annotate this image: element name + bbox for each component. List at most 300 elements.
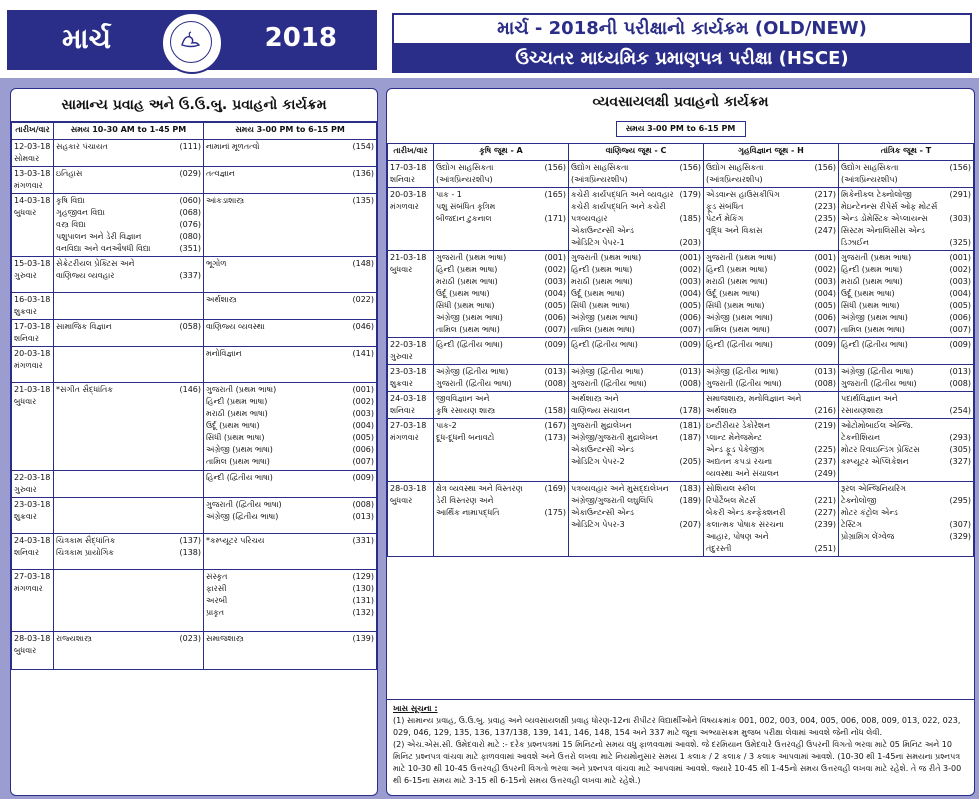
subject-name: ગુજરાતી (પ્રથમ ભાષા) <box>571 253 642 262</box>
table-row <box>12 534 377 570</box>
subject-line <box>206 571 374 583</box>
exam-date: 27-03-18 <box>14 572 51 581</box>
subject-name: કચેરી કાર્યપદ્ધતિ અને કચેરી <box>571 202 666 211</box>
subject-line <box>571 495 701 507</box>
subject-name: અંગ્રેજી (પ્રથમ ભાષા) <box>706 313 773 322</box>
subject-name: વાણિજ્ય સંચાલન <box>571 406 630 415</box>
subject-name: એકાઉન્ટન્સી એન્ડ <box>571 226 634 235</box>
morning-cell <box>54 194 204 257</box>
subject-line <box>571 366 701 378</box>
table-row <box>12 257 377 293</box>
subject-name: હિન્દી (દ્વિતીય ભાષા) <box>706 340 773 349</box>
subject-code: (221) <box>814 496 836 505</box>
subject-code: (171) <box>544 214 566 223</box>
col-group-t-header: તાંત્રિક જૂથ - T <box>839 144 974 161</box>
subject-code: (293) <box>949 433 971 442</box>
subject-code: (138) <box>179 548 201 557</box>
subject-name: ફારસી <box>206 584 227 593</box>
date-cell <box>12 498 54 534</box>
page-header <box>0 0 979 78</box>
evening-cell <box>204 498 377 534</box>
morning-cell <box>54 293 204 320</box>
subject-code: (130) <box>352 584 374 593</box>
evening-cell <box>204 347 377 383</box>
subject-name: સિંધી (પ્રથમ ભાષા) <box>436 301 495 310</box>
subject-code: (148) <box>352 259 374 268</box>
subject-name: અંગ્રેજી (દ્વિતીય ભાષા) <box>571 367 644 376</box>
subject-line <box>206 195 374 207</box>
content-frame <box>0 78 979 799</box>
subject-line <box>571 237 701 249</box>
morning-cell <box>54 383 204 471</box>
date-cell <box>388 338 434 365</box>
subject-line <box>571 312 701 324</box>
subject-name: મરાઠી (પ્રથમ ભાષા) <box>436 277 498 286</box>
subject-line <box>706 456 836 468</box>
subject-name: ગુજરાતી (પ્રથમ ભાષા) <box>206 385 277 394</box>
subject-line <box>841 189 971 201</box>
subject-line <box>841 378 971 390</box>
subject-name: હિન્દી (દ્વિતીય ભાષા) <box>841 340 908 349</box>
subject-line <box>706 444 836 456</box>
subject-name: મેઇન્ટેનન્સ રીપેર્સ ઓફ મોટર્સ <box>841 202 938 211</box>
subject-name: દૂધ-દૂધની બનાવટો <box>436 433 495 442</box>
subject-code: (205) <box>679 457 701 466</box>
exam-date: 22-03-18 <box>14 473 51 482</box>
subject-line <box>56 633 201 645</box>
title-box <box>392 13 972 71</box>
subject-name: સોશિયલ સ્કીલ <box>706 484 756 493</box>
subject-name: પદાર્થવિજ્ઞાન અને <box>841 394 898 403</box>
subject-name: તામિલ (પ્રથમ ભાષા) <box>706 325 770 334</box>
subject-code: (003) <box>544 277 566 286</box>
date-cell <box>12 257 54 293</box>
date-cell <box>12 194 54 257</box>
subject-name: તામિલ (પ્રથમ ભાષા) <box>436 325 500 334</box>
subject-code: (181) <box>679 421 701 430</box>
subject-line <box>436 420 566 432</box>
note-2: (2) એચ.એસ.સી. ઉમેદવારો માટે :- દરેક પ્રશ્નપત્રમાં 15 મિનિટનો સમય વધુ ફાળવવામાં આવશે. જે દરમિયાન ઉમેદવારે ઉત્તરવહી ઉપરની વિગતો ભરવા માટે 05 મિનિટ અને 10 મિનિટ પ્રશ્નપત્ર વાંચવા માટે ફાળવવામાં આવશે અને ઉત્તરો લખવા માટે નિયમોનુસાર સમય 1 કલાક / 2 કલાક / 3 કલાક આપવામાં આવશે. (10-30 થી 1-45ના સમયના પ્રશ્નપત્ર માટે 10-30 થી 10-45 ઉત્તરવહી ઉપરની વિગતો ભરવા અને પ્રશ્નપત્ર વાંચવા માટે આપવામાં આવશે. જ્યારે 10-45 થી 1-45નો સમય ઉત્તરવહી લખવા માટે રહેશે. તે જ રીતે 3-00 થી 6-15ના સમય માટે 3-15 થી 6-15નો સમય ઉત્તરવહી લખવા માટે રહેશે.) <box>393 740 962 785</box>
subject-line <box>206 499 374 511</box>
subject-name: અરબી <box>206 596 228 605</box>
table-row <box>388 188 974 251</box>
subject-code: (001) <box>352 385 374 394</box>
subject-line <box>206 535 374 547</box>
subject-name: સમાજશાસ્ત્ર, મનોવિજ્ઞાન અને <box>706 394 802 403</box>
col-date-header: તારીખ/વાર <box>388 144 434 161</box>
subject-name: વસ્ત્ર વિદ્યા <box>56 220 86 229</box>
exam-date: 14-03-18 <box>14 196 51 205</box>
table-row <box>12 320 377 347</box>
subject-line <box>571 519 701 531</box>
subject-code: (167) <box>544 421 566 430</box>
subject-line <box>206 511 374 523</box>
subject-name: ઓટોમોબાઈલ એન્જિ. <box>841 421 913 430</box>
table-row <box>388 419 974 482</box>
subject-name: મોટર રિવાઇન્ડિંગ પ્રેક્ટિસ <box>841 445 920 454</box>
subject-code: (002) <box>544 265 566 274</box>
subject-line <box>706 507 836 519</box>
vocational-stream-table <box>387 143 974 557</box>
subject-line <box>436 339 566 351</box>
group-cell <box>569 392 704 419</box>
subject-name: ઇતિહાસ <box>56 169 83 178</box>
group-cell <box>704 251 839 338</box>
subject-code: (003) <box>352 409 374 418</box>
subject-name: ઓડિટિંગ પેપર-2 <box>571 457 625 466</box>
exam-date: 24-03-18 <box>14 536 51 545</box>
vocational-stream-panel <box>386 88 975 796</box>
subject-name: ડેરી વિસ્તરણ અને <box>436 496 494 505</box>
subject-name: ગુજરાતી (દ્વિતીય ભાષા) <box>436 379 512 388</box>
subject-line <box>56 384 201 396</box>
subject-name: પત્રવ્યવહાર <box>571 214 608 223</box>
exam-day: મંગળવાર <box>14 181 43 190</box>
subject-code: (006) <box>814 313 836 322</box>
subject-line <box>206 444 374 456</box>
subject-name: હિન્દી (દ્વિતીય ભાષા) <box>436 340 503 349</box>
subject-name: તામિલ (પ્રથમ ભાષા) <box>571 325 635 334</box>
subject-code: (003) <box>679 277 701 286</box>
subject-line <box>841 456 971 468</box>
subject-line <box>436 378 566 390</box>
exam-day: સોમવાર <box>14 154 40 163</box>
subject-name: ગુજરાતી મુદ્રાલેખન <box>571 421 632 430</box>
subject-name: ફૂડ સંબંધિત <box>706 202 744 211</box>
subject-line <box>706 393 836 405</box>
subject-line <box>56 243 201 255</box>
group-cell <box>569 161 704 188</box>
subject-line <box>206 472 374 484</box>
subject-line <box>56 168 201 180</box>
subject-line <box>841 495 971 507</box>
subject-code: (008) <box>544 379 566 388</box>
subject-name: ગુજરાતી (દ્વિતીય ભાષા) <box>706 379 782 388</box>
evening-cell <box>204 383 377 471</box>
subject-name: વ્યવસ્થા અને સંચાલન <box>706 469 779 478</box>
subject-line <box>841 324 971 336</box>
exam-date: 20-03-18 <box>14 349 51 358</box>
subject-code: (136) <box>352 169 374 178</box>
subject-code: (251) <box>814 544 836 553</box>
subject-line <box>841 276 971 288</box>
date-cell <box>12 632 54 670</box>
exam-date: 13-03-18 <box>14 169 51 178</box>
morning-cell <box>54 320 204 347</box>
subject-code: (207) <box>679 520 701 529</box>
subject-line <box>436 252 566 264</box>
subject-line <box>841 405 971 417</box>
group-cell <box>569 188 704 251</box>
subject-name: ગુજરાતી (પ્રથમ ભાષા) <box>436 253 507 262</box>
morning-cell <box>54 347 204 383</box>
subject-code: (185) <box>679 214 701 223</box>
exam-date: 17-03-18 <box>390 163 427 172</box>
note-1: (1) સામાન્ય પ્રવાહ, ઉ.ઉ.બુ. પ્રવાહ અને વ્યવસાયલક્ષી પ્રવાહ ધોરણ-12ના રીપીટર વિદ્યાર્થીઓને વિષયક્રમાંક 001, 002, 003, 004, 005, 006, 008, 009, 013, 022, 023, 029, 046, 129, 135, 136, 137/138, 139, 141, 146, 148, 154 અને 337 માટે જૂના અભ્યાસક્રમ મુજબ પરીક્ષા લેવામાં આવશે જેની નોંધ લેવી. <box>393 716 961 737</box>
subject-line <box>436 324 566 336</box>
subject-name: વૃદ્ધિ અને વિકાસ <box>706 226 763 235</box>
month-banner <box>7 10 377 70</box>
subject-name: સંસ્કૃત <box>206 572 228 581</box>
subject-code: (001) <box>679 253 701 262</box>
subject-line <box>206 432 374 444</box>
subject-code: (189) <box>679 496 701 505</box>
subject-line <box>841 507 971 519</box>
subject-code: (003) <box>814 277 836 286</box>
subject-line <box>571 444 701 456</box>
subject-code: (165) <box>544 190 566 199</box>
table-row <box>12 347 377 383</box>
subject-code: (013) <box>814 367 836 376</box>
exam-day: શુક્રવાર <box>14 307 37 316</box>
exam-title: ઉચ્ચતર માધ્યમિક પ્રમાણપત્ર પરીક્ષા (HSCE) <box>392 45 972 73</box>
subject-line <box>706 264 836 276</box>
subject-line <box>841 444 971 456</box>
subject-name: પશુ સંબંધિત કૃત્રિમ <box>436 202 496 211</box>
table-row <box>388 392 974 419</box>
subject-line <box>841 393 971 405</box>
exam-day: મંગળવાર <box>390 202 419 211</box>
subject-code: (216) <box>814 406 836 415</box>
exam-day: શુક્રવાર <box>14 512 37 521</box>
subject-line <box>436 162 566 174</box>
subject-line <box>841 339 971 351</box>
subject-name: ઉદ્યોગ સાહસિકતા <box>436 163 494 172</box>
subject-name: ઉર્દૂ (પ્રથમ ભાષા) <box>706 289 760 298</box>
subject-name: *સંગીત સૈદ્ધાંતિક <box>56 385 113 394</box>
subject-line <box>571 162 701 174</box>
group-cell <box>839 482 974 557</box>
subject-line <box>436 201 566 213</box>
morning-cell <box>54 534 204 570</box>
subject-code: (009) <box>352 473 374 482</box>
group-cell <box>839 392 974 419</box>
subject-code: (219) <box>814 421 836 430</box>
group-cell <box>839 251 974 338</box>
subject-line <box>706 405 836 417</box>
subject-code: (156) <box>544 163 566 172</box>
subject-line <box>706 252 836 264</box>
subject-line <box>706 339 836 351</box>
subject-code: (249) <box>814 469 836 478</box>
exam-date: 20-03-18 <box>390 190 427 199</box>
subject-code: (068) <box>179 208 201 217</box>
col-morning-header: સમય 10-30 AM to 1-45 PM <box>54 123 204 140</box>
subject-line <box>206 420 374 432</box>
subject-line <box>706 276 836 288</box>
exam-day: ગુરુવાર <box>14 485 37 494</box>
subject-name: ઉર્દૂ (પ્રથમ ભાષા) <box>841 289 895 298</box>
subject-name: કૃષિ રસાયણ શાસ્ત્ર <box>436 406 496 415</box>
subject-line <box>841 366 971 378</box>
group-cell <box>434 365 569 392</box>
subject-code: (029) <box>179 169 201 178</box>
subject-name: *કમ્પ્યૂટર પરિચય <box>206 536 265 545</box>
subject-name: સિંધી (પ્રથમ ભાષા) <box>841 301 900 310</box>
table-row <box>12 194 377 257</box>
subject-code: (009) <box>679 340 701 349</box>
subject-name: ગુજરાતી (દ્વિતીય ભાષા) <box>206 500 282 509</box>
subject-name: મરાઠી (પ્રથમ ભાષા) <box>706 277 768 286</box>
subject-name: પ્લાન્ટ મેનેજમેન્ટ <box>706 433 763 442</box>
subject-name: સેક્રેટરીયલ પ્રેક્ટિસ અને <box>56 259 135 268</box>
subject-name: ગૃહજીવન વિદ્યા <box>56 208 105 217</box>
subject-line <box>706 366 836 378</box>
evening-cell <box>204 320 377 347</box>
subject-line <box>436 213 566 225</box>
exam-date: 12-03-18 <box>14 142 51 151</box>
exam-day: મંગળવાર <box>14 361 43 370</box>
subject-name: પ્રોગ્રામિંગ લેંગ્વેજ <box>841 532 895 541</box>
subject-code: (008) <box>814 379 836 388</box>
date-cell <box>388 188 434 251</box>
exam-date: 16-03-18 <box>14 295 51 304</box>
date-cell <box>12 140 54 167</box>
subject-line <box>841 300 971 312</box>
subject-code: (008) <box>679 379 701 388</box>
date-cell <box>12 534 54 570</box>
subject-name: એકાઉન્ટન્સી એન્ડ <box>571 508 634 517</box>
subject-code: (154) <box>352 142 374 151</box>
subject-code: (058) <box>179 322 201 331</box>
evening-cell <box>204 632 377 670</box>
subject-line <box>571 405 701 417</box>
board-seal-logo <box>161 12 223 74</box>
subject-code: (013) <box>544 367 566 376</box>
subject-line <box>706 225 836 237</box>
group-cell <box>839 365 974 392</box>
subject-name: ગુજરાતી (દ્વિતીય ભાષા) <box>841 379 917 388</box>
exam-day: મંગળવાર <box>14 584 43 593</box>
special-notes <box>387 699 974 795</box>
subject-code: (013) <box>679 367 701 376</box>
group-cell <box>569 251 704 338</box>
subject-code: (139) <box>352 634 374 643</box>
date-cell <box>388 161 434 188</box>
subject-line <box>56 535 201 547</box>
subject-line <box>571 420 701 432</box>
subject-name: અર્થશાસ્ત્ર <box>706 406 737 415</box>
subject-name: અંગ્રેજી (પ્રથમ ભાષા) <box>841 313 908 322</box>
subject-name: ચિત્રકામ પ્રાયોગિક <box>56 548 114 557</box>
subject-line <box>436 189 566 201</box>
subject-line <box>571 378 701 390</box>
subject-name: અદ્યતન કપડાં રચના <box>706 457 773 466</box>
subject-code: (111) <box>179 142 201 151</box>
subject-name: (આંત્રપ્રિન્યરશીપ) <box>436 175 493 184</box>
subject-code: (007) <box>352 457 374 466</box>
col-group-c-header: વાણિજ્ય જૂથ - C <box>569 144 704 161</box>
exam-date: 15-03-18 <box>14 259 51 268</box>
subject-name: ઉર્દૂ (પ્રથમ ભાષા) <box>571 289 625 298</box>
subject-name: એન્ડ ડોમેસ્ટિક એપ્લાયન્સ <box>841 214 928 223</box>
subject-name: મરાઠી (પ્રથમ ભાષા) <box>571 277 633 286</box>
subject-name: ટેસ્ટિંગ <box>841 520 862 529</box>
subject-name: સિસ્ટમ એનાલિસીસ એન્ડ <box>841 226 925 235</box>
subject-name: ગુજરાતી (પ્રથમ ભાષા) <box>841 253 912 262</box>
subject-line <box>841 225 971 237</box>
subject-code: (156) <box>814 163 836 172</box>
subject-code: (169) <box>544 484 566 493</box>
subject-code: (004) <box>949 289 971 298</box>
subject-line <box>571 189 701 201</box>
subject-code: (135) <box>352 196 374 205</box>
session-time-label: સમય 3-00 PM to 6-15 PM <box>616 121 746 137</box>
subject-name: કલાત્મક પોષાક સંરચના <box>706 520 784 529</box>
group-cell <box>704 365 839 392</box>
subject-code: (003) <box>949 277 971 286</box>
subject-line <box>206 348 374 360</box>
morning-cell <box>54 632 204 670</box>
morning-cell <box>54 471 204 498</box>
subject-name: બીજદાન ટુકનાલ <box>436 214 492 223</box>
subject-name: ટેકનીશિયન <box>841 433 881 442</box>
date-cell <box>388 251 434 338</box>
subject-name: ડિઝાઈન <box>841 238 869 247</box>
table-row <box>388 365 974 392</box>
subject-line <box>436 405 566 417</box>
table-row <box>12 383 377 471</box>
subject-code: (013) <box>352 512 374 521</box>
table-row <box>388 161 974 188</box>
exam-day: બુધવાર <box>390 496 413 505</box>
group-cell <box>839 419 974 482</box>
exam-date: 24-03-18 <box>390 394 427 403</box>
subject-line <box>706 468 836 480</box>
table-row <box>388 482 974 557</box>
date-cell <box>12 570 54 632</box>
subject-name: અંગ્રેજી (દ્વિતીય ભાષા) <box>436 367 509 376</box>
subject-line <box>206 294 374 306</box>
subject-line <box>571 456 701 468</box>
group-cell <box>434 419 569 482</box>
subject-line <box>706 531 836 543</box>
evening-cell <box>204 293 377 320</box>
subject-code: (005) <box>679 301 701 310</box>
subject-name: ઓડિટિંગ પેપર-3 <box>571 520 625 529</box>
group-cell <box>434 161 569 188</box>
subject-line <box>206 141 374 153</box>
subject-code: (023) <box>179 634 201 643</box>
subject-line <box>571 507 701 519</box>
subject-code: (291) <box>949 190 971 199</box>
morning-cell <box>54 140 204 167</box>
subject-code: (137) <box>179 536 201 545</box>
subject-code: (007) <box>679 325 701 334</box>
subject-line <box>706 174 836 186</box>
date-cell <box>12 320 54 347</box>
subject-name: નામાનાં મૂળતત્વો <box>206 142 260 151</box>
subject-name: (આંત્રપ્રિન્યરશીપ) <box>571 175 628 184</box>
subject-line <box>571 276 701 288</box>
subject-line <box>841 531 971 543</box>
subject-name: તામિલ (પ્રથમ ભાષા) <box>841 325 905 334</box>
subject-name: વનવિદ્યા અને વનઔષધી વિદ્યા <box>56 244 151 253</box>
subject-line <box>206 396 374 408</box>
subject-code: (178) <box>679 406 701 415</box>
subject-name: કચેરી કાર્યપદ્ધતિ અને વ્યવહાર <box>571 190 674 199</box>
subject-line <box>436 495 566 507</box>
subject-name: હિન્દી (પ્રથમ ભાષા) <box>841 265 903 274</box>
subject-line <box>841 174 971 186</box>
subject-code: (132) <box>352 608 374 617</box>
group-cell <box>704 338 839 365</box>
subject-name: વાણિજ્ય વ્યવહાર <box>56 271 115 280</box>
group-cell <box>434 392 569 419</box>
date-cell <box>12 293 54 320</box>
subject-line <box>706 324 836 336</box>
subject-name: મોટર કંટ્રોલ એન્ડ <box>841 508 898 517</box>
